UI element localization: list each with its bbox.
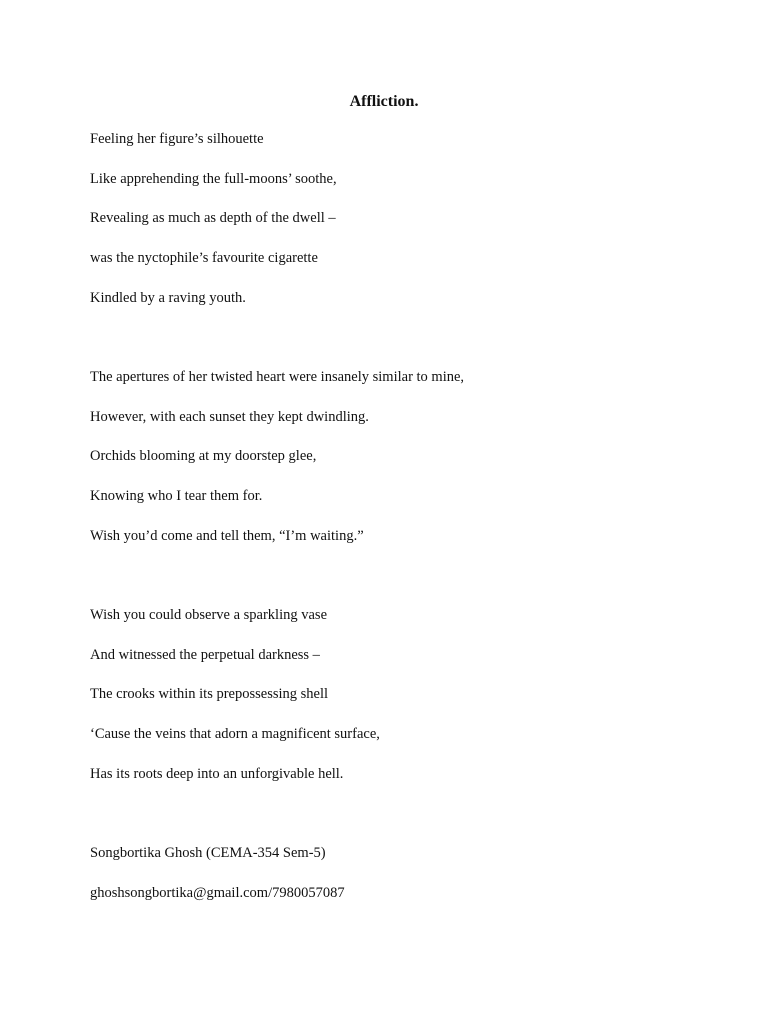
poem-line: Orchids blooming at my doorstep glee, <box>90 448 317 464</box>
poem-line: was the nyctophile’s favourite cigarette <box>90 250 318 266</box>
poem-line: Wish you could observe a sparkling vase <box>90 607 327 623</box>
poem-line: Knowing who I tear them for. <box>90 488 263 504</box>
poem-line: However, with each sunset they kept dwindling. <box>90 409 369 425</box>
author-contact: ghoshsongbortika@gmail.com/7980057087 <box>90 885 345 901</box>
poem-line: ‘Cause the veins that adorn a magnificent surface, <box>90 726 380 742</box>
poem-line: Wish you’d come and tell them, “I’m waiting.” <box>90 528 364 544</box>
poem-line: Revealing as much as depth of the dwell – <box>90 210 336 226</box>
author-name: Songbortika Ghosh (CEMA-354 Sem-5) <box>90 845 326 861</box>
poem-line: Kindled by a raving youth. <box>90 290 246 306</box>
poem-title-text: Affliction. <box>349 93 419 110</box>
poem-line: The crooks within its prepossessing shell <box>90 686 329 702</box>
poem-line: Feeling her figure’s silhouette <box>90 131 264 147</box>
poem-line: And witnessed the perpetual darkness – <box>90 647 320 663</box>
poem-line: Has its roots deep into an unforgivable hell. <box>90 766 344 782</box>
poem-line: The apertures of her twisted heart were insanely similar to mine, <box>90 369 465 385</box>
poem-line: Like apprehending the full-moons’ soothe, <box>90 171 337 187</box>
poem-title <box>0 93 768 111</box>
